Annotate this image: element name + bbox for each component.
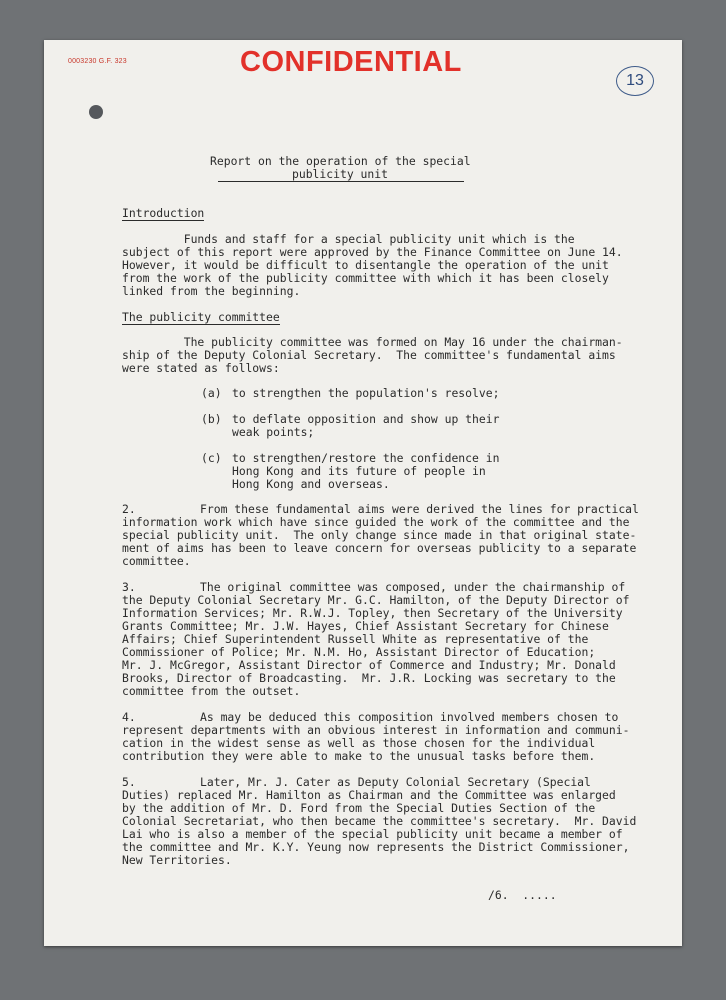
paragraph-line: the Deputy Colonial Secretary Mr. G.C. Hamilton, of the Deputy Director of bbox=[122, 593, 630, 607]
document-body bbox=[44, 40, 682, 946]
paragraph-line: Commissioner of Police; Mr. N.M. Ho, Assistant Director of Education; bbox=[122, 645, 596, 659]
paragraph-line: Mr. J. McGregor, Assistant Director of Commerce and Industry; Mr. Donald bbox=[122, 658, 616, 672]
paragraph-line: Later, Mr. J. Cater as Deputy Colonial Secretary (Special bbox=[200, 775, 591, 789]
paragraph-line: cation in the widest sense as well as those chosen for the individual bbox=[122, 736, 596, 750]
paragraph-line: The original committee was composed, under the chairmanship of bbox=[200, 580, 626, 594]
paragraph-number: 2. bbox=[122, 502, 136, 516]
paragraph-line: Information Services; Mr. R.W.J. Topley, then Secretary of the University bbox=[122, 606, 623, 620]
publicity-committee-line: The publicity committee was formed on May 16 under the chairman- bbox=[122, 335, 623, 349]
reference-code: 0003230 G.F. 323 bbox=[68, 58, 127, 65]
paragraph-line: Duties) replaced Mr. Hamilton as Chairman and the Committee was enlarged bbox=[122, 788, 616, 802]
paragraph-number: 3. bbox=[122, 580, 136, 594]
paragraph-line: contribution they were able to make to the unusual tasks before them. bbox=[122, 749, 596, 763]
paragraph-number: 4. bbox=[122, 710, 136, 724]
paragraph-line: Affairs; Chief Superintendent Russell White as representative of the bbox=[122, 632, 589, 646]
aim-text-line: Hong Kong and overseas. bbox=[232, 477, 390, 491]
aim-text-line: to strengthen the population's resolve; bbox=[232, 386, 500, 400]
paragraph-line: As may be deduced this composition involved members chosen to bbox=[200, 710, 619, 724]
paragraph-line: represent departments with an obvious interest in information and communi- bbox=[122, 723, 630, 737]
publicity-committee-line: ship of the Deputy Colonial Secretary. The committee's fundamental aims bbox=[122, 348, 616, 362]
paragraph-number: 5. bbox=[122, 775, 136, 789]
paragraph-line: Lai who is also a member of the special publicity unit became a member of bbox=[122, 827, 623, 841]
report-title-line-2: publicity unit bbox=[291, 167, 388, 181]
paragraph-line: committee from the outset. bbox=[122, 684, 301, 698]
introduction-line: linked from the beginning. bbox=[122, 284, 301, 298]
paragraph-line: Colonial Secretariat, who then became the committee's secretary. Mr. David bbox=[122, 814, 637, 828]
paragraph-line: special publicity unit. The only change since made in that original state- bbox=[122, 528, 637, 542]
paragraph-line: by the addition of Mr. D. Ford from the Special Duties Section of the bbox=[122, 801, 596, 815]
introduction-line: However, it would be difficult to disentangle the operation of the unit bbox=[122, 258, 609, 272]
introduction-heading: Introduction bbox=[122, 206, 205, 220]
aim-label: (a) bbox=[201, 386, 222, 400]
title-underline bbox=[218, 181, 464, 182]
page-number: 13 bbox=[616, 66, 654, 96]
document-page bbox=[44, 40, 682, 946]
paragraph-line: New Territories. bbox=[122, 853, 232, 867]
introduction-line: subject of this report were approved by the Finance Committee on June 14. bbox=[122, 245, 623, 259]
paragraph-line: the committee and Mr. K.Y. Yeung now represents the District Commissioner, bbox=[122, 840, 630, 854]
aim-label: (c) bbox=[201, 451, 222, 465]
paragraph-line: information work which have since guided the work of the committee and the bbox=[122, 515, 630, 529]
paragraph-line: From these fundamental aims were derived the lines for practical bbox=[200, 502, 639, 516]
paragraph-line: Brooks, Director of Broadcasting. Mr. J.R. Locking was secretary to the bbox=[122, 671, 616, 685]
paragraph-line: ment of aims has been to leave concern for overseas publicity to a separate bbox=[122, 541, 637, 555]
publicity-committee-heading: The publicity committee bbox=[122, 310, 280, 324]
continuation-marker: /6. ..... bbox=[488, 888, 557, 902]
aim-text-line: to deflate opposition and show up their bbox=[232, 412, 500, 426]
paragraph-line: Grants Committee; Mr. J.W. Hayes, Chief Assistant Secretary for Chinese bbox=[122, 619, 609, 633]
introduction-line: from the work of the publicity committee with which it has been closely bbox=[122, 271, 609, 285]
aim-text-line: Hong Kong and its future of people in bbox=[232, 464, 486, 478]
aim-label: (b) bbox=[201, 412, 222, 426]
classification-stamp: CONFIDENTIAL bbox=[240, 46, 462, 78]
aim-text-line: to strengthen/restore the confidence in bbox=[232, 451, 500, 465]
paragraph-line: committee. bbox=[122, 554, 191, 568]
publicity-committee-line: were stated as follows: bbox=[122, 361, 280, 375]
aim-text-line: weak points; bbox=[232, 425, 315, 439]
introduction-line: Funds and staff for a special publicity unit which is the bbox=[122, 232, 575, 246]
report-title-line-1: Report on the operation of the special bbox=[210, 154, 471, 168]
